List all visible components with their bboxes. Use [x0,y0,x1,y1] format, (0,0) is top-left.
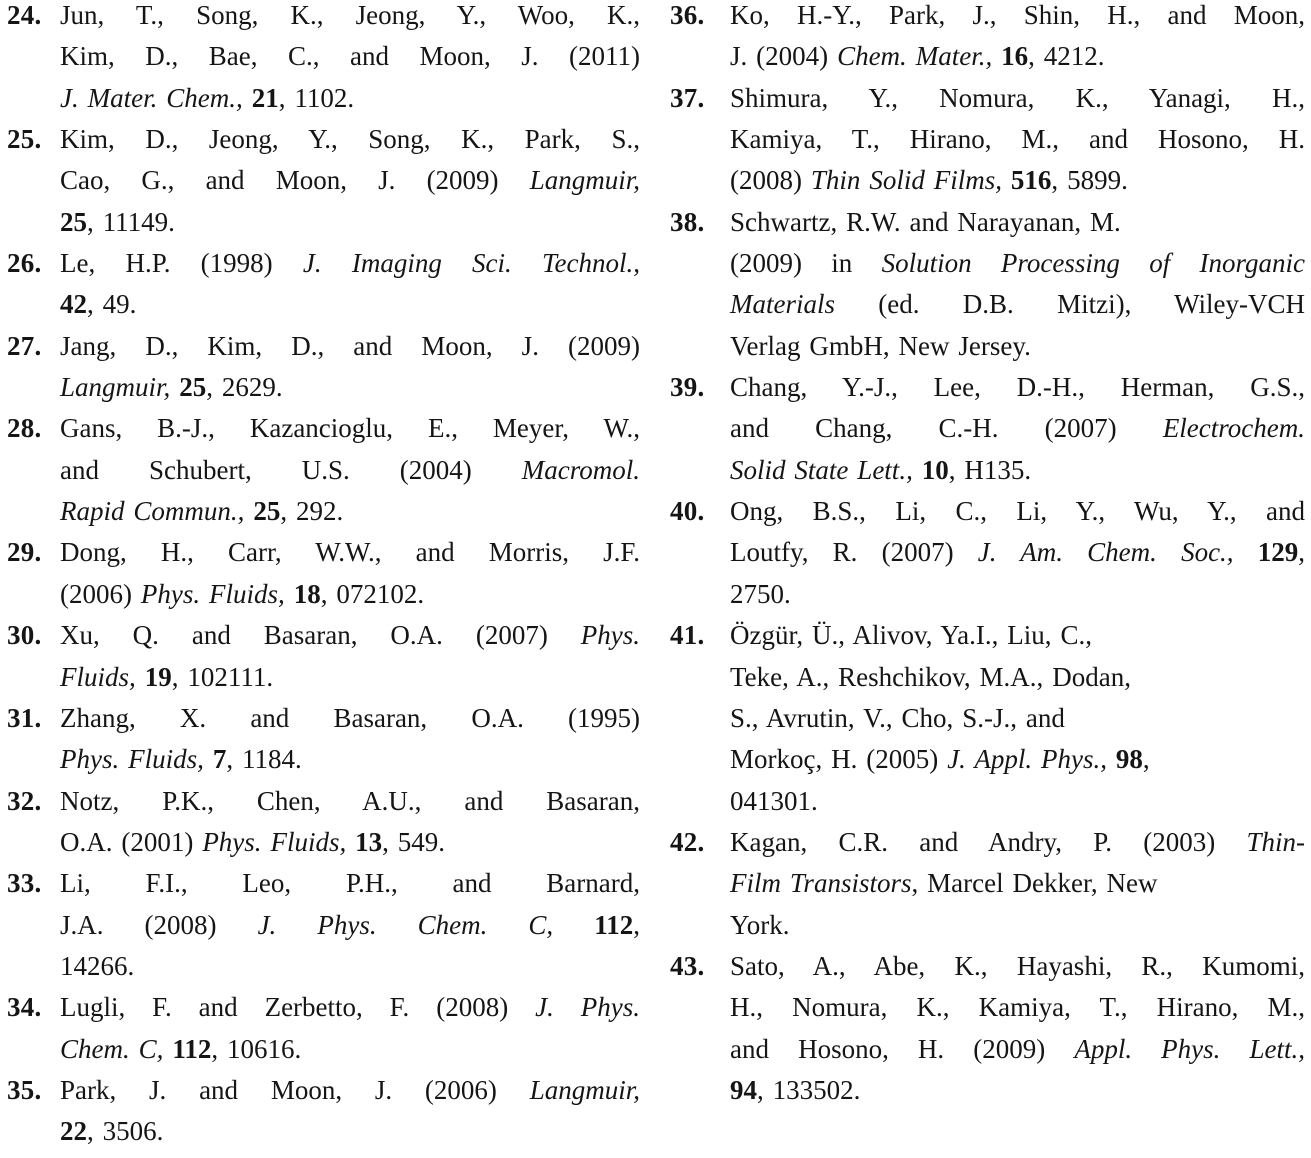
text-run: , 49. [87,289,137,320]
reference-number: 40. [670,496,705,527]
text-run: Langmuir, [529,1074,640,1105]
text-run: Langmuir, [529,165,640,196]
reference-line [60,1111,640,1152]
text-run: Xu, Q. and Basaran, O.A. (2007) [60,620,581,651]
reference-number: 38. [670,206,705,237]
text-run [170,372,179,402]
reference-line [730,863,1305,904]
text-run: Materials [730,289,835,320]
reference-line [60,946,640,987]
text-run: 14266. [60,950,135,981]
reference-line [730,532,1305,573]
reference-item [7,781,640,864]
reference-line [60,1029,640,1070]
text-run: York. [730,909,790,940]
reference-line [60,36,640,77]
reference-item [670,946,1305,1111]
text-run: O.A. (2001) [60,826,203,857]
reference-number: 32. [7,785,42,816]
reference-text [730,615,1305,822]
reference-item [670,491,1305,615]
reference-text [60,987,640,1070]
reference-item [670,367,1305,491]
reference-line [60,698,640,739]
reference-number: 28. [7,413,42,444]
text-run: Phys. Fluids, [140,578,285,609]
text-run: 112 [594,909,634,940]
reference-item [670,78,1305,202]
reference-item [7,243,640,326]
text-run: , Marcel Dekker, New [911,868,1158,899]
text-run: 2750. [730,578,791,609]
reference-item [7,1070,640,1153]
reference-text [730,78,1305,202]
reference-line [60,78,640,119]
text-run: and Chang, C.-H. (2007) [730,413,1163,444]
reference-line [60,781,640,822]
text-run: Phys. [580,620,640,651]
text-run: J. Appl. Phys., [947,744,1107,775]
text-run: Park, J. and Moon, J. (2006) [60,1074,530,1105]
text-run: Appl. Phys. Lett., [1074,1033,1305,1064]
text-run: Ko, H.-Y., Park, J., Shin, H., and Moon, [730,0,1305,30]
reference-line [730,326,1305,367]
reference-item [7,698,640,781]
text-run [913,455,922,485]
references-column-right [670,0,1305,1153]
reference-text [730,0,1305,78]
text-run: 10 [921,454,949,485]
reference-text [60,0,640,119]
text-run: , 549. [382,826,446,857]
text-run: 7 [212,744,227,775]
text-run: Le, H.P. (1998) [60,248,303,279]
text-run: , 102111. [171,661,274,692]
reference-line [730,987,1305,1028]
text-run: Macromol. [521,454,640,485]
text-run [243,83,252,113]
text-run: , H135. [948,454,1032,485]
reference-line [60,615,640,656]
text-run: Chem. C, [60,1033,164,1064]
reference-number: 35. [7,1074,42,1105]
text-run: Schwartz, R.W. and Narayanan, M. [730,206,1121,237]
text-run [1234,537,1258,567]
reference-line [730,781,1305,822]
text-run: and Schubert, U.S. (2004) [60,454,522,485]
text-run: Teke, A., Reshchikov, M.A., Dodan, [730,661,1131,692]
reference-line [730,36,1305,77]
text-run: Kim, D., Bae, C., and Moon, J. (2011) [60,41,640,72]
reference-line [730,243,1305,284]
reference-text [60,781,640,864]
reference-line [730,822,1305,863]
reference-line [730,905,1305,946]
reference-line [60,574,640,615]
text-run: Langmuir, [60,372,171,403]
reference-number: 43. [670,950,705,981]
reference-number: 25. [7,124,42,155]
text-run: Özgür, Ü., Alivov, Ya.I., Liu, C., [730,620,1092,651]
reference-line [730,202,1305,243]
text-run [204,744,213,774]
text-run: Chem. Mater., [837,41,993,72]
reference-text [730,367,1305,491]
reference-text [60,326,640,409]
reference-text [60,243,640,326]
reference-line [60,532,640,573]
reference-line [730,160,1305,201]
text-run [136,662,145,692]
reference-item [7,987,640,1070]
reference-text [730,491,1305,615]
reference-line [730,657,1305,698]
text-run: and Hosono, H. (2009) [730,1033,1075,1064]
references-column-left [7,0,640,1153]
reference-text [730,822,1305,946]
reference-item [670,0,1305,78]
reference-number: 29. [7,537,42,568]
text-run [346,827,355,857]
reference-line [730,0,1305,36]
text-run: 94 [730,1074,757,1105]
text-run: Kamiya, T., Hirano, M., and Hosono, H. [730,124,1305,155]
text-run: , 10616. [211,1033,302,1064]
text-run: Loutfy, R. (2007) [730,537,978,568]
reference-number: 37. [670,82,705,113]
text-run: Solid State Lett., [730,454,913,485]
text-run: Zhang, X. and Basaran, O.A. (1995) [60,702,640,733]
text-run: , 292. [280,496,344,527]
text-run: J. Mater. Chem., [60,82,243,113]
text-run: (2006) [60,578,141,609]
text-run: 25 [253,496,281,527]
text-run: Li, F.I., Leo, P.H., and Barnard, [60,868,640,899]
text-run: 041301. [730,785,818,816]
reference-text [730,946,1305,1111]
text-run: Jun, T., Song, K., Jeong, Y., Woo, K., [60,0,640,30]
reference-text [730,202,1305,367]
reference-item [7,326,640,409]
text-run [1107,744,1116,774]
reference-item [7,0,640,119]
text-run: Solution Processing of Inorganic [881,248,1305,279]
text-run: J. Imaging Sci. Technol., [302,248,640,279]
text-run: 22 [60,1116,87,1147]
reference-line [60,160,640,201]
text-run [553,910,594,940]
reference-line [60,905,640,946]
reference-line [60,367,640,408]
text-run [163,1034,172,1064]
text-run: Cao, G., and Moon, J. (2009) [60,165,530,196]
text-run: Chang, Y.-J., Lee, D.-H., Herman, G.S., [730,372,1305,403]
text-run: H., Nomura, K., Kamiya, T., Hirano, M., [730,992,1305,1023]
text-run: J.A. (2008) [60,909,258,940]
reference-number: 26. [7,248,42,279]
reference-line [60,987,640,1028]
text-run: Fluids, [60,661,136,692]
reference-line [730,284,1305,325]
reference-text [60,408,640,532]
reference-line [730,698,1305,739]
text-run: 25 [179,372,207,403]
reference-number: 34. [7,992,42,1023]
text-run: Phys. Fluids, [60,744,204,775]
text-run: Film Transistors [730,868,912,899]
reference-line [60,491,640,532]
reference-line [60,119,640,160]
text-run: (2009) in [730,248,882,279]
reference-item [7,408,640,532]
reference-line [60,408,640,449]
text-run: Thin Solid Films, [810,165,1002,196]
text-run: 18 [293,578,321,609]
text-run: J. (2004) [730,41,838,72]
text-run: J. Phys. [535,992,640,1023]
reference-line [730,1070,1305,1111]
text-run: , 5899. [1051,165,1128,196]
reference-line [60,1070,640,1111]
text-run [992,41,1001,71]
text-run: , 1184. [226,744,302,775]
text-run: 13 [355,826,383,857]
text-run: 16 [1001,41,1029,72]
reference-line [60,243,640,284]
text-run: Thin- [1246,826,1305,857]
text-run: 21 [251,82,279,113]
text-run: 98 [1115,744,1143,775]
text-run: Sato, A., Abe, K., Hayashi, R., Kumomi, [730,950,1305,981]
text-run: , 1102. [278,82,355,113]
reference-item [7,863,640,987]
text-run: , 072102. [320,578,425,609]
reference-item [7,119,640,243]
reference-line [60,284,640,325]
text-run: 42 [60,289,87,320]
reference-line [60,863,640,904]
reference-line [730,78,1305,119]
reference-line [60,0,640,36]
text-run: J. Am. Chem. Soc., [977,537,1234,568]
reference-line [60,822,640,863]
reference-line [60,657,640,698]
text-run: , 133502. [757,1074,861,1105]
text-run: Kim, D., Jeong, Y., Song, K., Park, S., [60,124,640,155]
reference-number: 30. [7,620,42,651]
text-run: Morkoç, H. (2005) [730,744,948,775]
reference-item [7,615,640,698]
text-run: Notz, P.K., Chen, A.U., and Basaran, [60,785,640,816]
text-run [1002,165,1011,195]
text-run: , [1298,537,1305,568]
text-run: J. Phys. Chem. C, [257,909,554,940]
text-run: Dong, H., Carr, W.W., and Morris, J.F. [60,537,640,568]
reference-item [670,615,1305,822]
text-run: 112 [172,1033,212,1064]
reference-number: 31. [7,702,42,733]
text-run: 129 [1257,537,1299,568]
reference-line [730,367,1305,408]
reference-line [60,202,640,243]
text-run: Rapid Commun., [60,496,245,527]
reference-line [60,326,640,367]
text-run: (ed. D.B. Mitzi), Wiley-VCH [835,289,1305,320]
reference-line [730,491,1305,532]
text-run: , [633,909,640,940]
text-run: 516 [1010,165,1052,196]
reference-line [730,574,1305,615]
text-run: , [1142,744,1150,775]
reference-text [60,1070,640,1153]
reference-line [730,119,1305,160]
reference-line [730,615,1305,656]
text-run: Jang, D., Kim, D., and Moon, J. (2009) [60,330,640,361]
text-run: Gans, B.-J., Kazancioglu, E., Meyer, W., [60,413,640,444]
reference-item [670,822,1305,946]
reference-item [670,202,1305,367]
text-run: Phys. Fluids, [202,826,347,857]
reference-line [730,1029,1305,1070]
text-run: , 3506. [87,1116,164,1147]
reference-text [60,863,640,987]
text-run [244,496,253,526]
reference-number: 24. [7,0,42,30]
text-run [285,579,294,609]
reference-text [60,698,640,781]
text-run: 19 [144,661,172,692]
reference-line [60,450,640,491]
text-run: S., Avrutin, V., Cho, S.-J., and [730,702,1065,733]
reference-number: 27. [7,330,42,361]
text-run: , 4212. [1028,41,1105,72]
reference-line [60,739,640,780]
reference-number: 41. [670,620,705,651]
reference-line [730,739,1305,780]
text-run: , 11149. [87,206,175,237]
text-run: Ong, B.S., Li, C., Li, Y., Wu, Y., and [730,496,1305,527]
text-run: (2008) [730,165,811,196]
reference-number: 39. [670,372,705,403]
reference-line [730,946,1305,987]
reference-text [60,119,640,243]
reference-text [60,615,640,698]
reference-item [7,532,640,615]
text-run: Kagan, C.R. and Andry, P. (2003) [730,826,1247,857]
reference-line [730,408,1305,449]
reference-number: 36. [670,0,705,30]
text-run: Shimura, Y., Nomura, K., Yanagi, H., [730,82,1305,113]
text-run: Lugli, F. and Zerbetto, F. (2008) [60,992,536,1023]
text-run: Electrochem. [1162,413,1305,444]
text-run: Verlag GmbH, New Jersey. [730,330,1031,361]
text-run: , 2629. [206,372,283,403]
text-run: 25 [60,206,87,237]
reference-number: 42. [670,826,705,857]
reference-number: 33. [7,868,42,899]
reference-line [730,450,1305,491]
reference-text [60,532,640,615]
